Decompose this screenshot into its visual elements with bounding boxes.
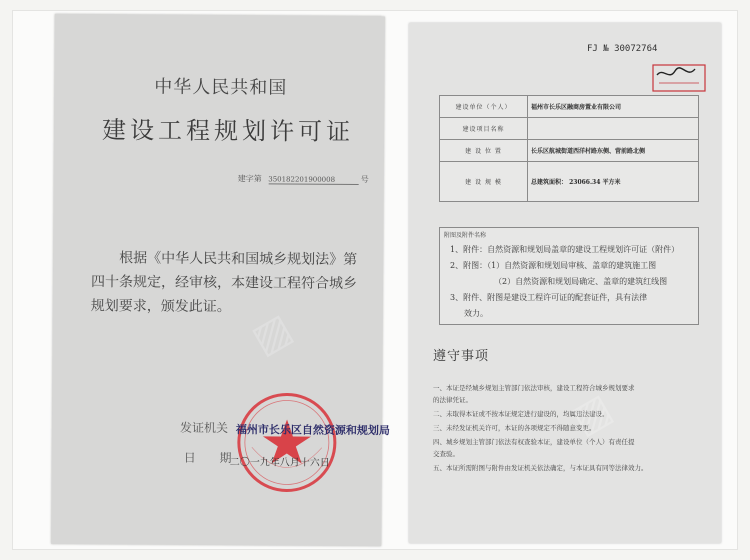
document-number: FJ № 30072764 [587,44,658,54]
official-seal-icon [231,387,342,498]
rule-line: 三、未经发证机关许可，本证的各项规定不得随意变更。 [433,424,596,432]
issuer-label: 发证机关 [179,420,229,436]
serial-number: 350182201900008 [268,175,358,185]
row-label: 建设单位（个人） [440,96,528,118]
rule-line: 交查验。 [433,450,459,458]
rule-line: 四、城乡规划主管部门依法有权查验本证，建设单位（个人）有责任提 [433,438,635,446]
watermark-icon: ▨ [244,304,300,364]
row-value: 福州市长乐区融商房置业有限公司 [528,96,699,118]
attachment-line: 3、附件、附图是建设工程许可证的配套证件，具有法律 [450,293,648,302]
rule-line: 的法律凭证。 [433,396,472,404]
table-row [440,162,699,202]
attachments-heading: 附图及附件名称 [444,232,487,239]
signature-stamp-icon [651,63,707,95]
row-label: 建 设 位 置 [440,140,528,162]
serial-prefix: 建字第 [237,174,262,184]
row-value [528,118,699,140]
certificate-detail-page [409,23,721,543]
watermark-icon: ▨ [564,384,620,444]
table-row [440,96,699,118]
table-row [440,140,699,162]
certificate-cover-page [51,14,390,546]
serial-suffix: 号 [360,174,369,185]
issue-date: 二〇一九年八月十六日 [229,457,330,469]
nation-title: 中华人民共和国 [154,76,288,99]
row-value: 总建筑面积： 23066.34 平方米 [528,162,699,202]
serial-line [238,173,369,185]
scan-frame [12,10,738,550]
table-row [440,118,699,140]
date-label: 日 期 [183,450,242,466]
attachment-line: 效力。 [464,309,488,318]
row-value: 长乐区航城街道西洋村路东侧、营前路北侧 [528,140,699,162]
certificate-body: 根据《中华人民共和国城乡规划法》第四十条规定，经审核，本建设工程符合城乡规划要求，颁发此证。 [90,250,358,316]
row-label: 建 设 规 模 [440,162,528,202]
attachments-box [439,227,699,325]
attachment-line: 1、附件：自然资源和规划局盖章的建设工程规划许可证（附件） [450,245,680,254]
rule-line: 五、本证所需附图与附件由发证机关依法确定，与本证具有同等法律效力。 [433,464,648,472]
attachment-line: 2、附图：（1）自然资源和规划局审核、盖章的建筑施工图 [450,261,657,270]
rules-title: 遵守事项 [433,349,490,364]
certificate-title: 建设工程规划许可证 [101,116,355,146]
row-label: 建设项目名称 [440,118,528,140]
attachment-line: （2）自然资源和规划局确定、盖章的建筑红线图 [494,277,668,286]
issuer-name: 福州市长乐区自然资源和规划局 [235,423,390,438]
project-info-table [439,95,699,202]
rule-line: 一、本证是经城乡规划主管部门依法审核，建设工程符合城乡规划要求 [433,384,635,392]
rule-line: 二、未取得本证或不按本证规定进行建设的，均属违法建设。 [433,410,609,418]
